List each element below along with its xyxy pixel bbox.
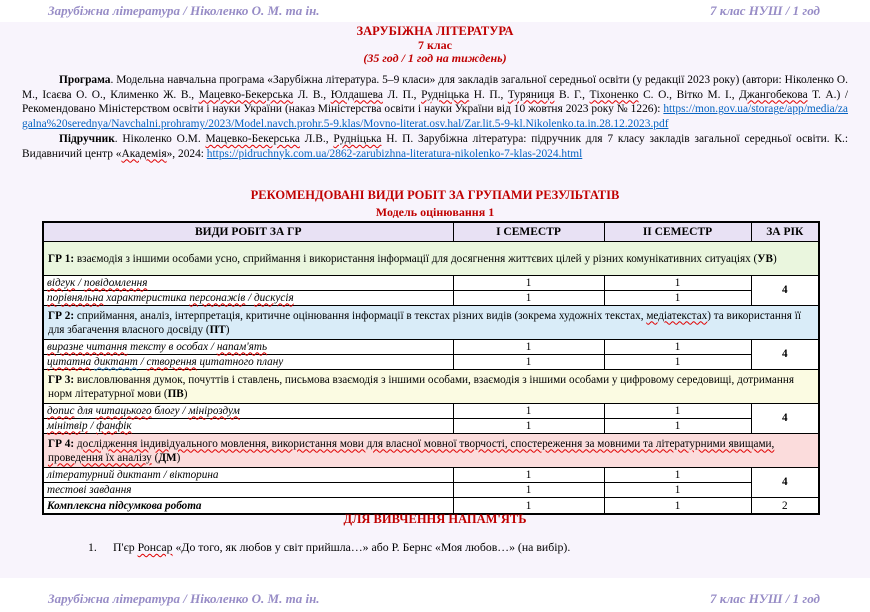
text-segment: ) xyxy=(176,451,181,464)
results-table xyxy=(42,221,820,515)
text-segment: Комплексна підсумкова робота xyxy=(47,499,202,512)
text-segment: Л. П., xyxy=(382,88,422,101)
program-paragraph xyxy=(22,73,848,132)
activity-cell xyxy=(43,419,453,434)
text-segment: Рудніцька xyxy=(421,88,470,101)
group-header-row xyxy=(43,242,819,276)
sem1-count: 1 xyxy=(453,355,604,370)
text-segment: ГР 1: xyxy=(48,252,75,265)
text-segment: ПТ xyxy=(209,323,226,336)
text-segment: Л. В., xyxy=(293,88,331,101)
column-header-sem1: І СЕМЕСТР xyxy=(453,222,604,242)
text-segment: . Ніколенко О.М. xyxy=(114,132,206,145)
text-segment: цитатного плану xyxy=(196,355,284,368)
text-segment: порівняльна xyxy=(47,291,104,304)
group-header-row xyxy=(43,306,819,340)
activity-cell xyxy=(43,340,453,355)
sem2-count: 1 xyxy=(604,483,751,498)
text-segment: фанфік xyxy=(96,419,132,432)
group-label-cell xyxy=(43,370,819,404)
sem1-count: 1 xyxy=(453,419,604,434)
document-title: ЗАРУБІЖНА ЛІТЕРАТУРА xyxy=(356,24,514,38)
year-count: 2 xyxy=(751,498,819,515)
text-segment: В. Г., xyxy=(554,88,590,101)
text-segment: Н. П., xyxy=(469,88,508,101)
group-header-row xyxy=(43,434,819,468)
text-segment: Ронсар xyxy=(137,540,173,554)
running-footer-left: Зарубіжна література / Ніколенко О. М. та ін. xyxy=(48,591,320,606)
sem2-count: 1 xyxy=(604,498,751,515)
sem2-count: 1 xyxy=(604,291,751,306)
sem2-count: 1 xyxy=(604,340,751,355)
activity-cell xyxy=(43,355,453,370)
text-segment: Л.В., xyxy=(299,132,334,145)
hyperlink[interactable]: https://pidruchnyk.com.ua/2862-zarubizhna-literatura-nikolenko-7-klas-2024.html xyxy=(206,147,583,160)
sem1-count: 1 xyxy=(453,340,604,355)
text-segment: ) та використання її для збагачення власного досвіду ( xyxy=(48,309,801,336)
column-header-sem2: ІІ СЕМЕСТР xyxy=(604,222,751,242)
text-segment: висловлювання думок, почуттів і ставлень, письмова взаємодія з іншими особами, взаємодія з іншими особами у цифровому середовищі, дотримання норм літературної мови ( xyxy=(48,373,794,400)
text-segment: дослідження індивідуального мовлення, використання мови для власної мовної творчості, спостереження за мовними та літературними явищами, проведення їх аналізу xyxy=(48,437,775,464)
text-segment: ГР 3: xyxy=(48,373,75,386)
year-count: 4 xyxy=(751,468,819,498)
activity-row xyxy=(43,276,819,291)
text-segment: С. О., Вітко М. І., xyxy=(638,88,740,101)
text-segment: / xyxy=(245,291,254,304)
class-subtitle: 7 клас xyxy=(418,38,452,52)
text-segment: Т. А.) / Рекомендовано Міністерством освіти і науки України (наказ Міністерства освіти і науки України від 10 жовтня 2023 року № 1226): xyxy=(22,88,849,116)
sem2-count: 1 xyxy=(604,276,751,291)
text-segment: взаємодія з іншими особами усно, сприймання і використання інформації для досягнення життєвих цілей у різних комунікативних ситуаціях ( xyxy=(74,252,758,265)
hours-subtitle: (35 год / 1 год на тиждень) xyxy=(363,51,507,65)
text-segment: напам'ять xyxy=(216,340,268,353)
text-segment: створення xyxy=(146,355,197,368)
text-segment: Тіхоненко xyxy=(589,88,639,101)
list-item-number: 1. xyxy=(88,540,97,554)
text-segment: ) xyxy=(183,387,188,400)
sem1-count: 1 xyxy=(453,468,604,483)
text-segment: Мацевко-Бекерська xyxy=(198,88,294,101)
running-header-right: 7 клас НУШ / 1 год xyxy=(709,3,820,18)
text-segment: ( xyxy=(151,451,159,464)
text-segment: повідомлення xyxy=(83,276,148,289)
memorize-item-text xyxy=(113,540,570,555)
text-segment: характеристика xyxy=(103,291,190,304)
activity-cell xyxy=(43,276,453,291)
activity-row xyxy=(43,404,819,419)
sem1-count: 1 xyxy=(453,291,604,306)
intro-paragraphs xyxy=(22,73,848,161)
text-segment: ГР 4: xyxy=(48,437,75,450)
memorize-heading: ДЛЯ ВИВЧЕННЯ НАПАМ'ЯТЬ xyxy=(343,512,527,526)
activity-cell xyxy=(43,404,453,419)
text-segment: Юлдашева xyxy=(330,88,383,101)
activity-cell xyxy=(43,291,453,306)
activity-row xyxy=(43,291,819,306)
text-segment: «До того, як любов у світ прийшла…» або Р. Бернс «Моя любов…» (на вибір). xyxy=(172,540,571,554)
text-segment: П'єр xyxy=(113,540,138,554)
sem1-count: 1 xyxy=(453,404,604,419)
text-segment: тестові завдання xyxy=(47,483,132,496)
activity-cell xyxy=(43,483,453,498)
text-segment: . Модельна навчальна програма «Зарубіжна література. 5–9 класи» для закладів загальної середньої освіти (у редакції 2023 року) (автори: Ніколенко О. М., Ісаєва О. О., Клименко Ж. В., xyxy=(22,74,848,101)
activity-cell xyxy=(43,468,453,483)
year-count: 4 xyxy=(751,404,819,434)
year-count: 4 xyxy=(751,340,819,370)
activity-row xyxy=(43,483,819,498)
text-segment: Н. П. Зарубіжна література: підручник для 7 класу закладів загальної середньої освіти. К.: Видавничий центр « xyxy=(22,132,849,160)
text-segment: виразне читання xyxy=(47,340,128,353)
text-segment: ) xyxy=(772,252,777,265)
activity-row xyxy=(43,419,819,434)
text-segment: блогу / xyxy=(151,404,189,417)
sem2-count: 1 xyxy=(604,419,751,434)
text-segment: тексту в особах / xyxy=(127,340,217,353)
text-segment: допис xyxy=(47,404,75,417)
text-segment: Підручник xyxy=(59,132,115,145)
activity-row xyxy=(43,355,819,370)
text-segment: Програма xyxy=(59,74,111,86)
activity-row xyxy=(43,340,819,355)
text-segment: Джангобекова xyxy=(739,88,808,101)
text-segment: / xyxy=(75,276,84,289)
text-segment: Академія xyxy=(121,147,167,160)
results-table-body xyxy=(43,242,819,515)
text-segment: сприймання, аналіз, інтерпретація, критичне оцінювання інформації в текстах різних видів (зокрема художніх текстах, xyxy=(74,309,647,322)
sem1-count: 1 xyxy=(453,498,604,515)
year-count: 4 xyxy=(751,276,819,306)
hyperlink[interactable]: https://mon.gov.ua/storage/app/media/zagalna%20serednya/Navchalni.prohramy/2023/Model.navch.prohr.5-9.klas/Movno-literat.osv.hal/Zar.lit.5-9-kl.Nikolenko.ta.in.28.12.2023.pdf xyxy=(22,103,848,131)
text-segment: для xyxy=(74,404,96,417)
text-segment: », 2024: xyxy=(166,147,207,160)
text-segment: цитатна xyxy=(47,355,92,368)
text-segment: ПВ xyxy=(167,387,184,400)
text-segment: персонажів xyxy=(189,291,246,304)
text-segment: мінітвір xyxy=(47,419,88,432)
section-heading: РЕКОМЕНДОВАНІ ВИДИ РОБІТ ЗА ГРУПАМИ РЕЗУЛЬТАТІВ xyxy=(250,188,620,202)
text-segment: дискусія xyxy=(253,291,294,304)
running-footer-right: 7 клас НУШ / 1 год xyxy=(709,591,820,606)
text-segment: медіатекстах xyxy=(646,309,708,322)
text-segment: УВ xyxy=(757,252,773,265)
sem2-count: 1 xyxy=(604,355,751,370)
memorize-list xyxy=(88,540,570,555)
text-segment: Рудніцька xyxy=(333,132,382,145)
text-segment: / xyxy=(137,355,147,368)
table-header-row xyxy=(43,222,819,242)
model-subheading: Модель оцінювання 1 xyxy=(375,205,495,219)
text-segment: літературний диктант / вікторина xyxy=(47,468,219,481)
group-label-cell xyxy=(43,306,819,340)
text-segment: Туряниця xyxy=(507,88,555,101)
textbook-paragraph xyxy=(22,132,848,161)
group-header-row xyxy=(43,370,819,404)
text-segment: мініроздум xyxy=(188,404,240,417)
sem1-count: 1 xyxy=(453,483,604,498)
column-header-year: ЗА РІК xyxy=(751,222,819,242)
group-label-cell xyxy=(43,242,819,276)
sem1-count: 1 xyxy=(453,276,604,291)
running-header-left: Зарубіжна література / Ніколенко О. М. та ін. xyxy=(48,3,320,18)
text-segment: / xyxy=(87,419,97,432)
text-segment: диктант xyxy=(94,355,138,368)
activity-row xyxy=(43,468,819,483)
sem2-count: 1 xyxy=(604,468,751,483)
text-segment: читацького xyxy=(95,404,152,417)
text-segment: Мацевко-Бекерська xyxy=(205,132,300,145)
group-label-cell xyxy=(43,434,819,468)
text-segment: ГР 2: xyxy=(48,309,75,322)
column-header-types: ВИДИ РОБІТ ЗА ГР xyxy=(43,222,453,242)
text-segment: ) xyxy=(225,323,230,336)
text-segment: відгук xyxy=(47,276,76,289)
text-segment: ДМ xyxy=(158,451,177,464)
sem2-count: 1 xyxy=(604,404,751,419)
